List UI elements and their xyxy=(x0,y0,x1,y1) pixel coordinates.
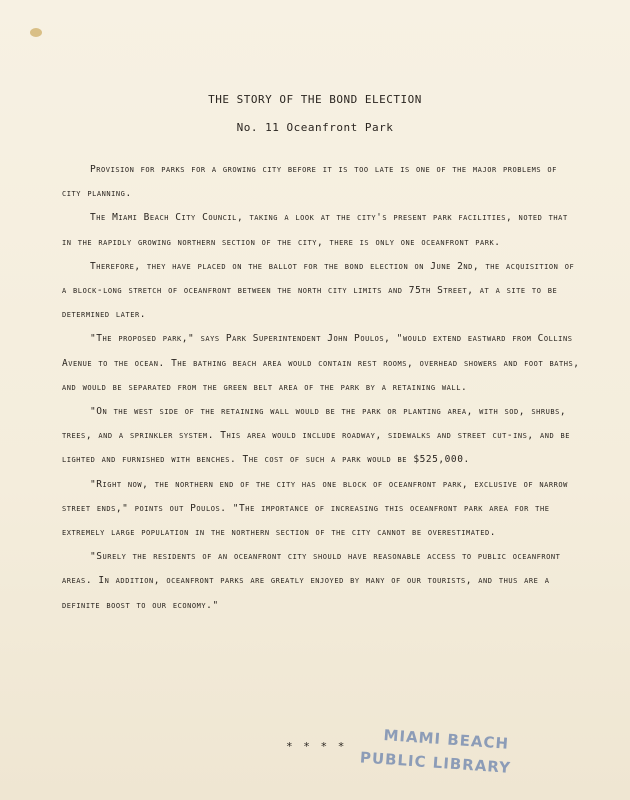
stamp-line-1: MIAMI BEACH xyxy=(382,726,510,753)
section-separator: * * * * xyxy=(286,740,347,753)
document-body xyxy=(62,158,582,618)
paper-stain xyxy=(30,28,42,37)
paragraph: "The proposed park," says Park Superintendent John Poulos, "would extend eastward from Collins Avenue to the ocean. The bathing beach area would contain rest rooms, overhead showers and foot baths, and would be separated from the green belt area of the park by a retaining wall. xyxy=(62,333,580,393)
paragraph: "On the west side of the retaining wall would be the park or planting area, with sod, shrubs, trees, and a sprinkler system. This area would include roadway, sidewalks and street cut-ins, and be lighted and furnished with benches. The cost of such a park would be $525,000. xyxy=(62,406,571,466)
document-subtitle: No. 11 Oceanfront Park xyxy=(236,121,394,134)
paragraph: Therefore, they have placed on the ballot for the bond election on June 2nd, the acquisition of a block-long stretch of oceanfront between the north city limits and 75th Street, at a site to be determined later. xyxy=(62,260,575,321)
document-title: THE STORY OF THE BOND ELECTION xyxy=(208,93,422,106)
paragraph: "Surely the residents of an oceanfront city should have reasonable access to public oceanfront areas. In addition, oceanfront parks are greatly enjoyed by many of our tourists, and thus are a definite boost to our economy." xyxy=(62,551,561,611)
stamp-line-2: PUBLIC LIBRARY xyxy=(359,748,512,777)
paragraph: "Right now, the northern end of the city has one block of oceanfront park, exclusive of narrow street ends," points out Poulos. "The importance of increasing this oceanfront park area for the extremely large population in the northern section of the city cannot be overestimated. xyxy=(62,478,568,539)
library-stamp xyxy=(358,724,522,795)
paragraph: Provision for parks for a growing city before it is too late is one of the major problems of city planning. xyxy=(62,164,557,200)
paragraph: The Miami Beach City Council, taking a look at the city's present park facilities, noted that in the rapidly growing northern section of the city, there is only one oceanfront park. xyxy=(62,212,568,248)
